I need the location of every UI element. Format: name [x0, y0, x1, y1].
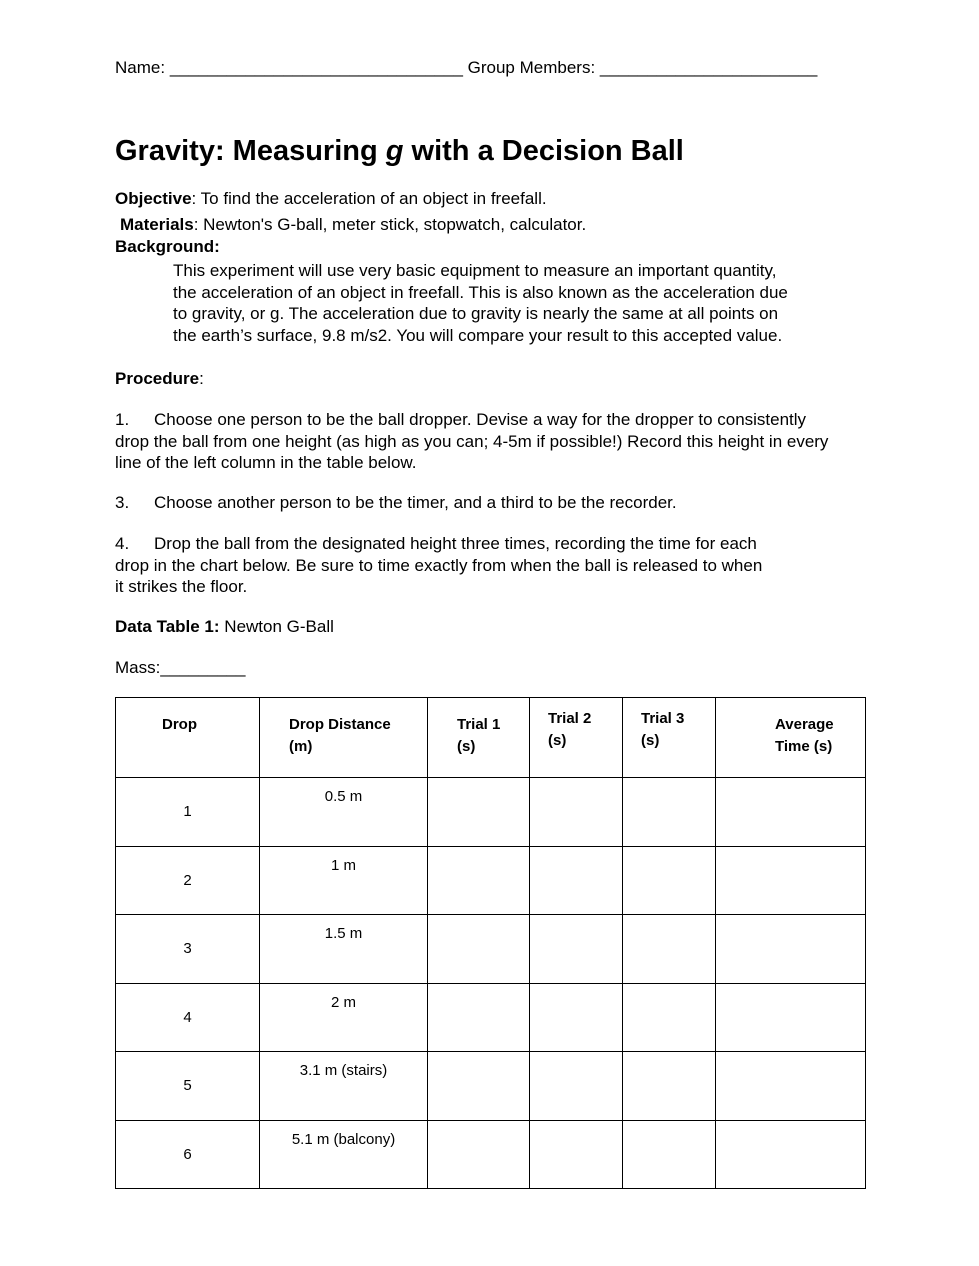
trial-1-cell[interactable]: [428, 1120, 530, 1189]
step-line: line of the left column in the table below.: [115, 453, 417, 472]
trial-2-cell[interactable]: [530, 983, 623, 1052]
procedure-step-3: [115, 492, 677, 514]
background-line: the earth’s surface, 9.8 m/s2. You will compare your result to this accepted value.: [173, 325, 783, 345]
background-line: the acceleration of an object in freefall. This is also known as the acceleration due: [173, 282, 788, 302]
trial-1-cell[interactable]: [428, 1052, 530, 1121]
mass-field[interactable]: Mass:_________: [115, 658, 246, 677]
data-table-label: Data Table 1:: [115, 617, 220, 636]
col-header-trial-3: Trial 3 (s): [623, 698, 716, 778]
step-number: 1.: [115, 410, 130, 429]
average-time-cell[interactable]: [716, 1120, 866, 1189]
col-header-drop: Drop: [116, 698, 260, 778]
procedure-heading: [115, 369, 204, 389]
name-blank[interactable]: _______________________________: [169, 58, 463, 77]
materials-line: [120, 215, 586, 235]
trial-1-cell[interactable]: [428, 778, 530, 847]
trial-2-cell[interactable]: [530, 915, 623, 984]
distance-cell: 1.5 m: [260, 915, 428, 984]
table-row: [116, 915, 866, 984]
col-header-trial-1: Trial 1 (s): [428, 698, 530, 778]
name-label: Name:: [115, 58, 166, 77]
drop-cell: 6: [116, 1120, 260, 1189]
data-table: [115, 697, 866, 1189]
table-row: [116, 778, 866, 847]
average-time-cell[interactable]: [716, 1052, 866, 1121]
drop-cell: 5: [116, 1052, 260, 1121]
objective-label: Objective: [115, 189, 192, 208]
distance-cell: 1 m: [260, 846, 428, 915]
materials-text: : Newton's G-ball, meter stick, stopwatch, calculator.: [193, 215, 587, 234]
distance-cell: 2 m: [260, 983, 428, 1052]
drop-cell: 2: [116, 846, 260, 915]
drop-cell: 4: [116, 983, 260, 1052]
group-members-blank[interactable]: _______________________: [599, 58, 818, 77]
background-text: [173, 260, 788, 346]
table-row: [116, 983, 866, 1052]
objective-line: [115, 189, 547, 209]
distance-cell: 5.1 m (balcony): [260, 1120, 428, 1189]
trial-2-cell[interactable]: [530, 846, 623, 915]
trial-3-cell[interactable]: [623, 846, 716, 915]
step-line: Choose one person to be the ball dropper. Devise a way for the dropper to consistently: [154, 410, 807, 429]
procedure-step-1: [115, 409, 828, 474]
average-time-cell[interactable]: [716, 915, 866, 984]
step-line: Drop the ball from the designated height three times, recording the time for each: [154, 534, 757, 553]
trial-3-cell[interactable]: [623, 1120, 716, 1189]
title-italic-g: g: [385, 135, 404, 167]
trial-2-cell[interactable]: [530, 1120, 623, 1189]
table-header-row: [116, 698, 866, 778]
background-label: Background:: [115, 237, 220, 256]
step-number: 3.: [115, 493, 130, 512]
distance-cell: 3.1 m (stairs): [260, 1052, 428, 1121]
distance-cell: 0.5 m: [260, 778, 428, 847]
trial-3-cell[interactable]: [623, 1052, 716, 1121]
data-table-title: Newton G-Ball: [219, 617, 334, 636]
average-time-cell[interactable]: [716, 983, 866, 1052]
trial-1-cell[interactable]: [428, 915, 530, 984]
trial-3-cell[interactable]: [623, 778, 716, 847]
background-line: This experiment will use very basic equipment to measure an important quantity,: [173, 261, 777, 280]
page-title: [115, 135, 684, 168]
title-part-2: with a Decision Ball: [403, 135, 684, 167]
step-line: drop the ball from one height (as high as you can; 4-5m if possible!) Record this height in every: [115, 431, 829, 451]
trial-2-cell[interactable]: [530, 778, 623, 847]
trial-3-cell[interactable]: [623, 915, 716, 984]
trial-2-cell[interactable]: [530, 1052, 623, 1121]
drop-cell: 1: [116, 778, 260, 847]
background-line: to gravity, or g. The acceleration due to gravity is nearly the same at all points on: [173, 304, 779, 323]
step-line: it strikes the floor.: [115, 577, 248, 596]
group-members-label: Group Members:: [467, 58, 596, 77]
step-line: drop in the chart below. Be sure to time exactly from when the ball is released to when: [115, 555, 763, 575]
col-header-average-time: Average Time (s): [716, 698, 866, 778]
trial-1-cell[interactable]: [428, 846, 530, 915]
col-header-drop-distance: Drop Distance (m): [260, 698, 428, 778]
procedure-step-4: [115, 533, 762, 598]
average-time-cell[interactable]: [716, 778, 866, 847]
table-row: [116, 1120, 866, 1189]
drop-cell: 3: [116, 915, 260, 984]
step-number: 4.: [115, 534, 130, 553]
procedure-label: Procedure: [115, 369, 200, 388]
data-table-caption: [115, 617, 334, 637]
objective-text: : To find the acceleration of an object in freefall.: [191, 189, 547, 208]
table-row: [116, 846, 866, 915]
trial-3-cell[interactable]: [623, 983, 716, 1052]
trial-1-cell[interactable]: [428, 983, 530, 1052]
step-line: Choose another person to be the timer, and a third to be the recorder.: [154, 493, 677, 512]
average-time-cell[interactable]: [716, 846, 866, 915]
materials-label: Materials: [120, 215, 194, 234]
table-row: [116, 1052, 866, 1121]
title-part-1: Gravity: Measuring: [115, 135, 386, 167]
header-line: [115, 58, 817, 78]
col-header-trial-2: Trial 2 (s): [530, 698, 623, 778]
procedure-colon: :: [199, 369, 204, 388]
